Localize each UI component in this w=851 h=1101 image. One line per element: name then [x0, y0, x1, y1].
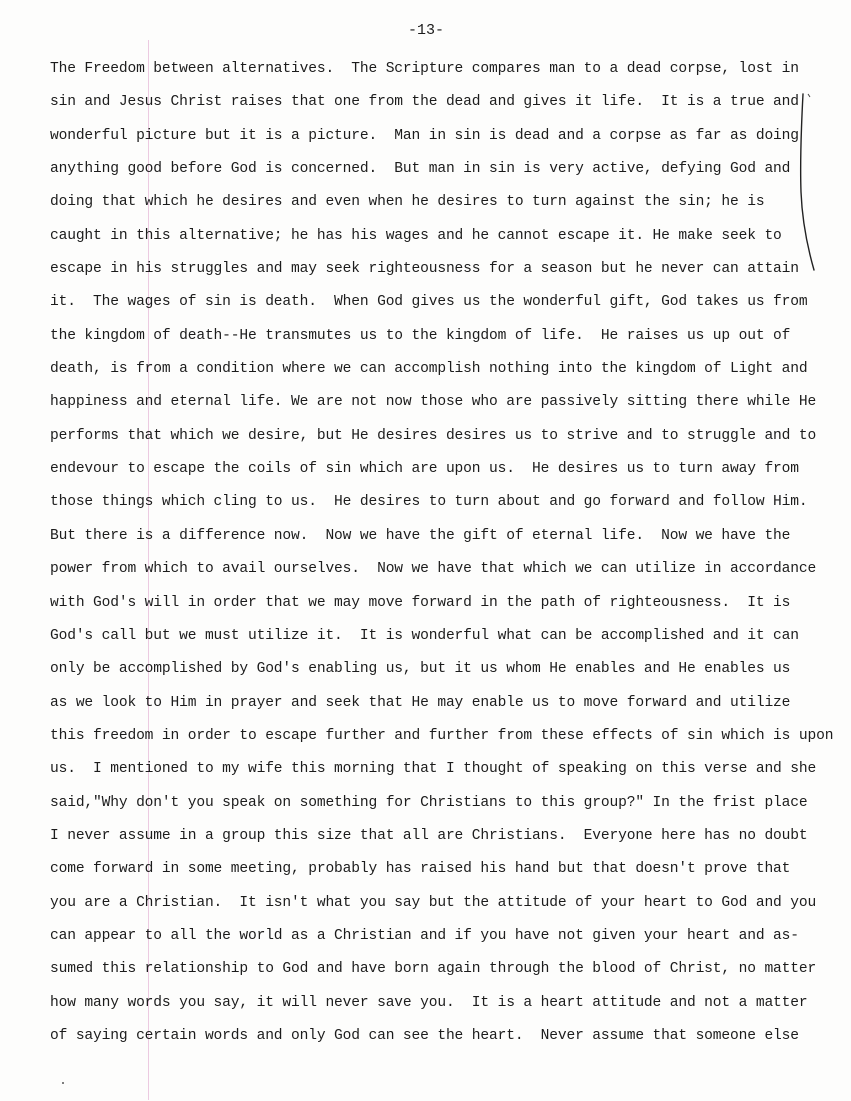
handwritten-bracket-icon	[796, 92, 820, 272]
text-line: caught in this alternative; he has his wages and he cannot escape it. He make seek to	[50, 227, 782, 244]
body-text	[50, 58, 834, 1058]
text-line: the kingdom of death--He transmutes us to the kingdom of life. He raises us up out of	[50, 327, 791, 344]
text-line: said,"Why don't you speak on something for Christians to this group?" In the frist place	[50, 794, 808, 811]
text-line: how many words you say, it will never save you. It is a heart attitude and not a matter	[50, 994, 808, 1011]
text-line: sin and Jesus Christ raises that one from the dead and gives it life. It is a true and	[50, 94, 799, 111]
page-number: -13-	[408, 22, 445, 39]
text-line: us. I mentioned to my wife this morning that I thought of speaking on this verse and she	[50, 761, 817, 778]
text-line: only be accomplished by God's enabling us, but it us whom He enables and He enables us	[50, 661, 791, 678]
text-line: escape in his struggles and may seek righteousness for a season but he never can attain	[50, 261, 799, 278]
text-line: come forward in some meeting, probably has raised his hand but that doesn't prove that	[50, 861, 791, 878]
text-line: The Freedom between alternatives. The Scripture compares man to a dead corpse, lost in	[50, 61, 799, 77]
text-line: anything good before God is concerned. But man in sin is very active, defying God and	[50, 161, 791, 178]
text-line: as we look to Him in prayer and seek that He may enable us to move forward and utilize	[50, 694, 791, 711]
text-line: you are a Christian. It isn't what you say but the attitude of your heart to God and you	[50, 894, 817, 911]
margin-bracket-mark	[796, 92, 820, 272]
text-line: those things which cling to us. He desires to turn about and go forward and follow Him.	[50, 494, 808, 511]
text-line: of saying certain words and only God can see the heart. Never assume that someone else	[50, 1027, 799, 1044]
text-line: with God's will in order that we may move forward in the path of righteousness. It is	[50, 594, 791, 611]
text-line: power from which to avail ourselves. Now we have that which we can utilize in accordance	[50, 561, 817, 578]
text-line: performs that which we desire, but He desires desires us to strive and to struggle and to	[50, 427, 817, 444]
text-line: I never assume in a group this size that all are Christians. Everyone here has no doubt	[50, 827, 808, 844]
text-line: sumed this relationship to God and have born again through the blood of Christ, no matter	[50, 961, 817, 978]
text-line: doing that which he desires and even when he desires to turn against the sin; he is	[50, 194, 765, 211]
text-line: can appear to all the world as a Christian and if you have not given your heart and as-	[50, 927, 799, 944]
text-line: death, is from a condition where we can accomplish nothing into the kingdom of Light and	[50, 361, 808, 378]
text-line: endevour to escape the coils of sin which are upon us. He desires us to turn away from	[50, 461, 799, 478]
text-line: But there is a difference now. Now we have the gift of eternal life. Now we have the	[50, 527, 791, 544]
text-line: happiness and eternal life. We are not now those who are passively sitting there while He	[50, 394, 817, 411]
text-line: wonderful picture but it is a picture. Man in sin is dead and a corpse as far as doing	[50, 127, 799, 144]
text-line: it. The wages of sin is death. When God gives us the wonderful gift, God takes us from	[50, 294, 808, 311]
text-line: this freedom in order to escape further and further from these effects of sin which is upon	[50, 727, 834, 744]
paper-speck	[62, 1082, 64, 1084]
text-line: God's call but we must utilize it. It is wonderful what can be accomplished and it can	[50, 627, 799, 644]
